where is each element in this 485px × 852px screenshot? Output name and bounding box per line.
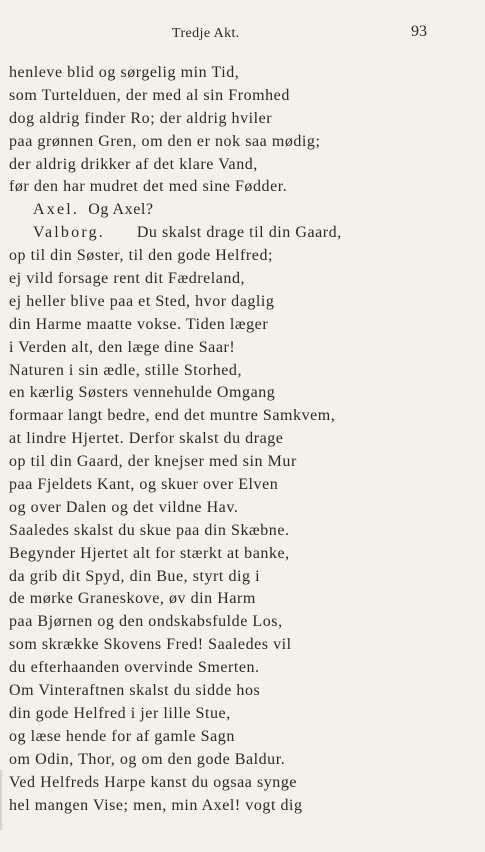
verse-line-text: hel mangen Vise; men, min Axel! vogt dig [9, 796, 303, 814]
verse-line [9, 176, 479, 199]
running-title: Tredje Akt. [172, 26, 240, 41]
verse-line [9, 611, 479, 634]
verse-line [9, 108, 479, 131]
verse-line-text: Du skalst drage til din Gaard, [136, 224, 342, 242]
verse-line-text: din Harme maatte vokse. Tiden læger [9, 315, 269, 333]
verse-line-text: paa Bjørnen og den ondskabsfulde Los, [9, 613, 283, 631]
verse-line-text: Begynder Hjertet alt for stærkt at banke, [9, 544, 290, 562]
verse-line-text: de mørke Graneskove, øv din Harm [9, 590, 256, 608]
verse-line [9, 268, 479, 291]
verse-line-text: op til din Søster, til den gode Helfred; [9, 247, 273, 265]
verse-line-text: Om Vinteraftnen skalst du sidde hos [9, 682, 261, 700]
verse-line-text: og læse hende for af gamle Sagn [9, 727, 235, 745]
verse-line [9, 154, 479, 177]
verse-line-text: at lindre Hjertet. Derfor skalst du drage [9, 430, 284, 448]
verse-line [9, 337, 479, 360]
verse-line [9, 520, 479, 543]
verse-line-text: i Verden alt, den læge dine Saar! [9, 338, 236, 356]
verse-line-text: en kærlig Søsters vennehulde Omgang [9, 384, 276, 402]
verse-line [9, 382, 479, 405]
verse-line [9, 634, 479, 657]
running-head [0, 23, 485, 46]
verse-line-text: Saaledes skalst du skue paa din Skæbne. [9, 521, 290, 539]
page-edge-shadow [0, 770, 3, 830]
verse-line [9, 291, 479, 314]
verse-line-text: om Odin, Thor, og om den gode Baldur. [9, 750, 286, 768]
verse-line [9, 451, 479, 474]
verse-line [9, 749, 479, 772]
verse-line [9, 772, 479, 795]
verse-line-text: paa Fjeldets Kant, og skuer over Elven [9, 476, 279, 494]
verse-line-text: som Turtelduen, der med al sin Fromhed [9, 86, 290, 104]
verse-line-text: din gode Helfred i jer lille Stue, [9, 704, 231, 722]
verse-line-text: dog aldrig finder Ro; der aldrig hviler [9, 109, 273, 127]
speaker-name: Axel. [33, 201, 80, 219]
verse-line [9, 405, 479, 428]
verse-line [9, 222, 479, 245]
verse-line-text: paa grønnen Gren, om den er nok saa mødig; [9, 132, 321, 150]
verse-line-text: ej vild forsage rent dit Fædreland, [9, 270, 246, 288]
verse-line [9, 726, 479, 749]
verse-line [9, 62, 479, 85]
verse-line [9, 245, 479, 268]
verse-line [9, 703, 479, 726]
verse-line [9, 199, 479, 222]
verse-line [9, 566, 479, 589]
page-number: 93 [411, 23, 427, 40]
verse-line-text: før den har mudret det med sine Fødder. [9, 178, 288, 196]
verse-text [9, 62, 479, 817]
verse-line-text: Og Axel? [88, 201, 154, 219]
verse-line [9, 497, 479, 520]
verse-line-text: og over Dalen og det vildne Hav. [9, 498, 239, 516]
verse-line [9, 680, 479, 703]
verse-line [9, 795, 479, 818]
verse-line [9, 131, 479, 154]
verse-line [9, 543, 479, 566]
verse-line [9, 85, 479, 108]
verse-line-text: som skrække Skovens Fred! Saaledes vil [9, 636, 292, 654]
verse-line-text: Ved Helfreds Harpe kanst du ogsaa synge [9, 773, 298, 791]
verse-line [9, 428, 479, 451]
verse-line-text: du efterhaanden overvinde Smerten. [9, 659, 260, 677]
verse-line [9, 474, 479, 497]
verse-line [9, 657, 479, 680]
verse-line [9, 588, 479, 611]
verse-line-text: henleve blid og sørgelig min Tid, [9, 64, 240, 81]
speaker-name: Valborg. [33, 224, 105, 242]
verse-line-text: der aldrig drikker af det klare Vand, [9, 155, 258, 173]
verse-line-text: Naturen i sin ædle, stille Storhed, [9, 361, 242, 379]
verse-line-text: da grib dit Spyd, din Bue, styrt dig i [9, 567, 261, 585]
verse-line-text: ej heller blive paa et Sted, hvor daglig [9, 292, 275, 310]
verse-line [9, 360, 479, 383]
verse-line [9, 314, 479, 337]
verse-line-text: op til din Gaard, der knejser med sin Mur [9, 453, 297, 471]
verse-line-text: formaar langt bedre, end det muntre Samkvem, [9, 407, 336, 425]
